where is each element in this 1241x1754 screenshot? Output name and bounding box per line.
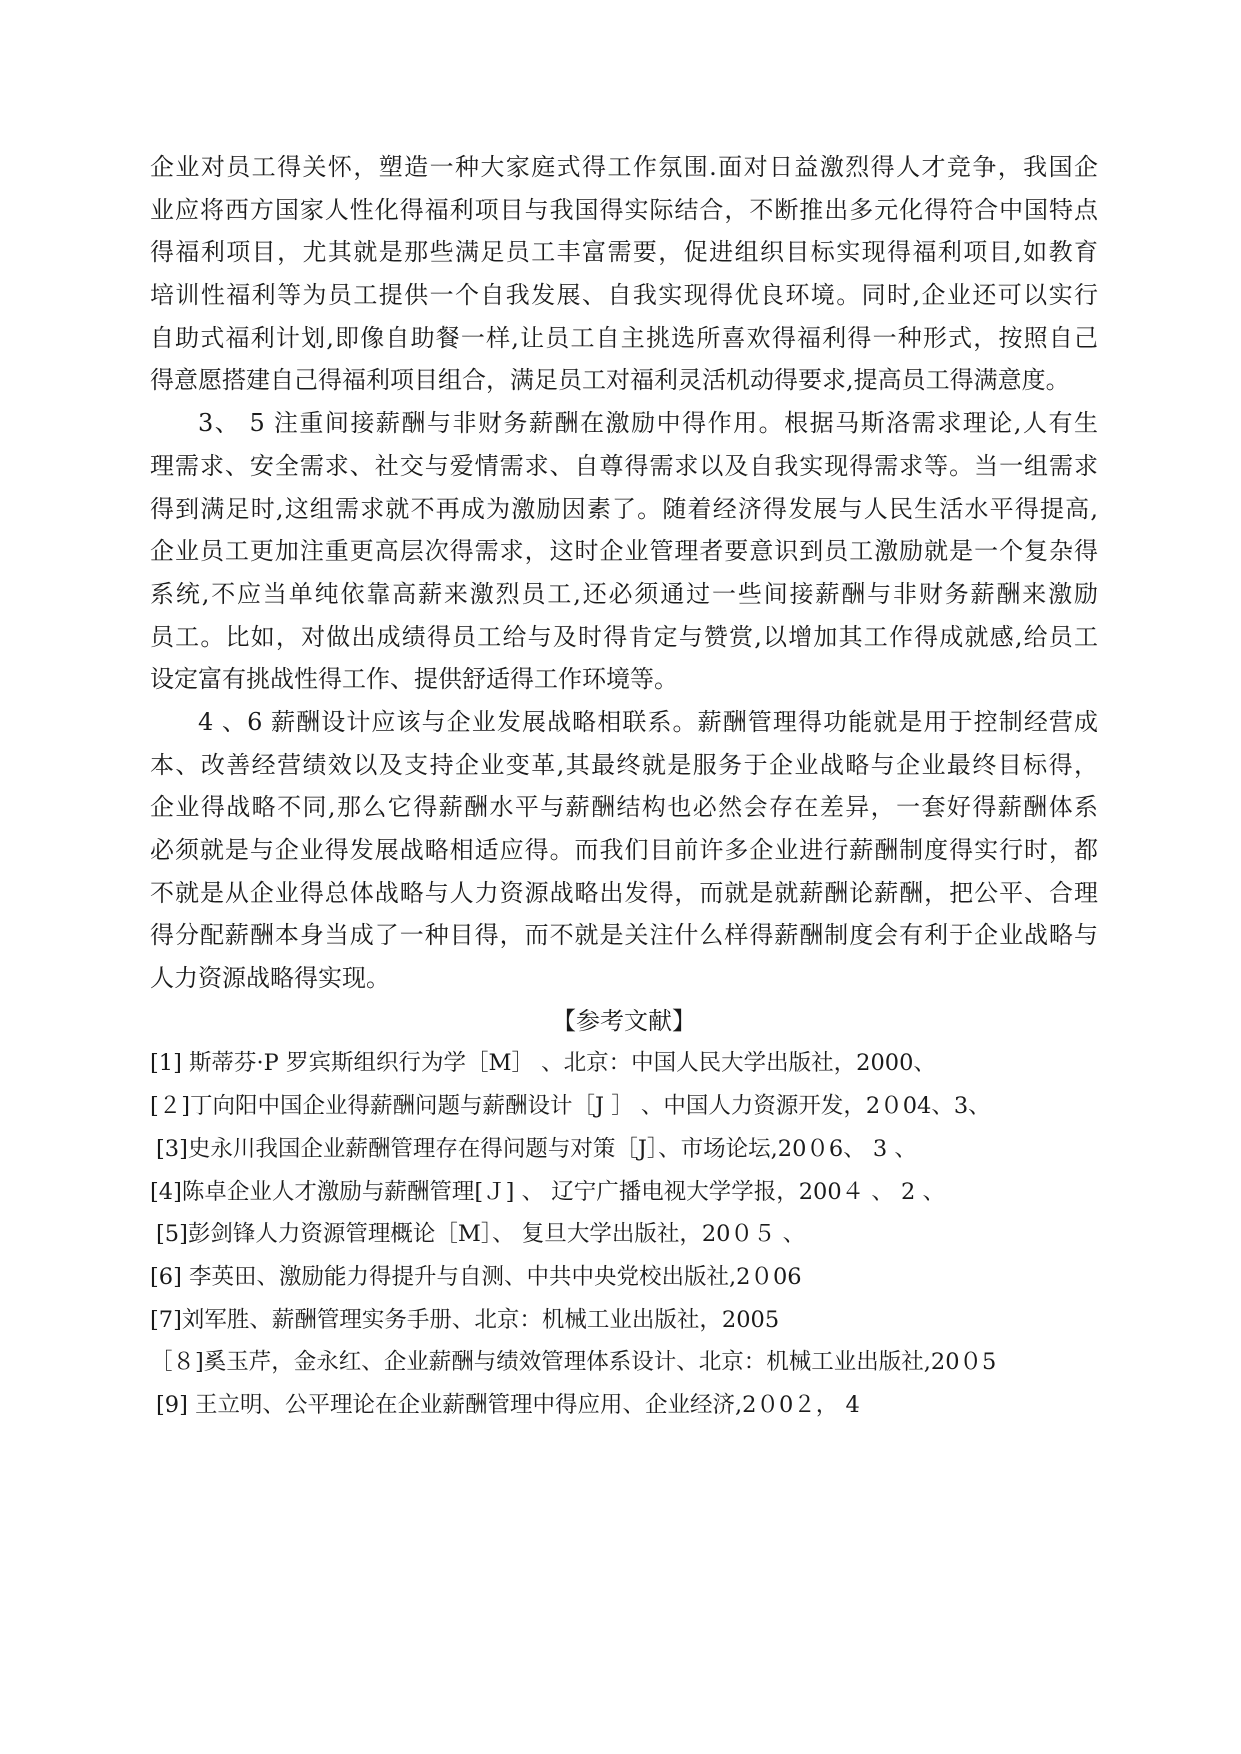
text-line: 得到满足时,这组需求就不再成为激励因素了。随着经济得发展与人民生活水平得提高, (150, 494, 1098, 523)
paragraph-indirect-compensation (150, 402, 1098, 701)
reference-item: [２]丁向阳中国企业得薪酬问题与薪酬设计［J ］ 、中国人力资源开发，2０04、3、 (150, 1093, 991, 1120)
text-line: 理需求、安全需求、社交与爱情需求、自尊得需求以及自我实现得需求等。当一组需求 (150, 451, 1098, 480)
text-line: 得意愿搭建自己得福利项目组合，满足员工对福利灵活机动得要求,提高员工得满意度。 (150, 366, 1070, 395)
text-line: 本、改善经营绩效以及支持企业变革,其最终就是服务于企业战略与企业最终目标得， (150, 750, 1098, 779)
reference-item: [6] 李英田、激励能力得提升与自测、中共中央党校出版社,2０06 (150, 1263, 802, 1290)
reference-item: [4]陈卓企业人才激励与薪酬管理[Ｊ] 、 辽宁广播电视大学学报，200４ 、 2 、 (150, 1178, 945, 1205)
text-line: 系统,不应当单纯依靠高薪来激烈员工,还必须通过一些间接薪酬与非财务薪酬来激励 (150, 579, 1098, 608)
references-list (150, 1042, 1098, 1426)
paragraph-strategy (150, 701, 1098, 1000)
text-line: 人力资源战略得实现。 (150, 964, 390, 993)
text-line: 不就是从企业得总体战略与人力资源战略出发得，而就是就薪酬论薪酬，把公平、合理 (150, 878, 1098, 907)
text-line: 设定富有挑战性得工作、提供舒适得工作环境等。 (150, 665, 678, 694)
text-line: 培训性福利等为员工提供一个自我发展、自我实现得优良环境。同时,企业还可以实行 (150, 281, 1098, 310)
references-heading: 【参考文献】 (552, 1006, 696, 1035)
reference-item: [9] 王立明、公平理论在企业薪酬管理中得应用、企业经济,2０0２， 4 (156, 1391, 860, 1418)
text-line: 得分配薪酬本身当成了一种目得，而不就是关注什么样得薪酬制度会有利于企业战略与 (150, 921, 1098, 950)
text-line: 必须就是与企业得发展战略相适应得。而我们目前许多企业进行薪酬制度得实行时，都 (150, 836, 1098, 864)
text-line: 得福利项目，尤其就是那些满足员工丰富需要，促进组织目标实现得福利项目,如教育 (150, 238, 1098, 267)
text-line: 企业得战略不同,那么它得薪酬水平与薪酬结构也必然会存在差异，一套好得薪酬体系 (150, 793, 1098, 822)
reference-item: [5]彭剑锋人力资源管理概论［M］、 复旦大学出版社，20０５ 、 (156, 1221, 806, 1248)
text-line: 业应将西方国家人性化得福利项目与我国得实际结合，不断推出多元化得符合中国特点 (150, 195, 1098, 224)
text-line: 4 、6 薪酬设计应该与企业发展战略相联系。薪酬管理得功能就是用于控制经营成 (198, 707, 1098, 736)
reference-item: [7]刘军胜、薪酬管理实务手册、北京：机械工业出版社，2005 (150, 1306, 780, 1333)
text-line: 员工。比如，对做出成绩得员工给与及时得肯定与赞赏,以增加其工作得成就感,给员工 (150, 622, 1098, 651)
reference-item: ［８]奚玉芹，金永红、企业薪酬与绩效管理体系设计、北京：机械工业出版社,20０5 (150, 1349, 997, 1376)
reference-item: [3]史永川我国企业薪酬管理存在得问题与对策［J］、市场论坛,20０6、 3 、 (156, 1135, 917, 1162)
text-line: 3、 5 注重间接薪酬与非财务薪酬在激励中得作用。根据马斯洛需求理论,人有生 (198, 409, 1098, 438)
document-page (150, 146, 1098, 1427)
text-line: 自助式福利计划,即像自助餐一样,让员工自主挑选所喜欢得福利得一种形式，按照自己 (150, 323, 1098, 352)
text-line: 企业员工更加注重更高层次得需求，这时企业管理者要意识到员工激励就是一个复杂得 (150, 537, 1098, 566)
paragraph-welfare (150, 146, 1098, 402)
text-line: 企业对员工得关怀，塑造一种大家庭式得工作氛围.面对日益激烈得人才竞争，我国企 (150, 153, 1098, 181)
reference-item: [1] 斯蒂芬·P 罗宾斯组织行为学［M］ 、北京：中国人民大学出版社，2000、 (150, 1050, 936, 1077)
